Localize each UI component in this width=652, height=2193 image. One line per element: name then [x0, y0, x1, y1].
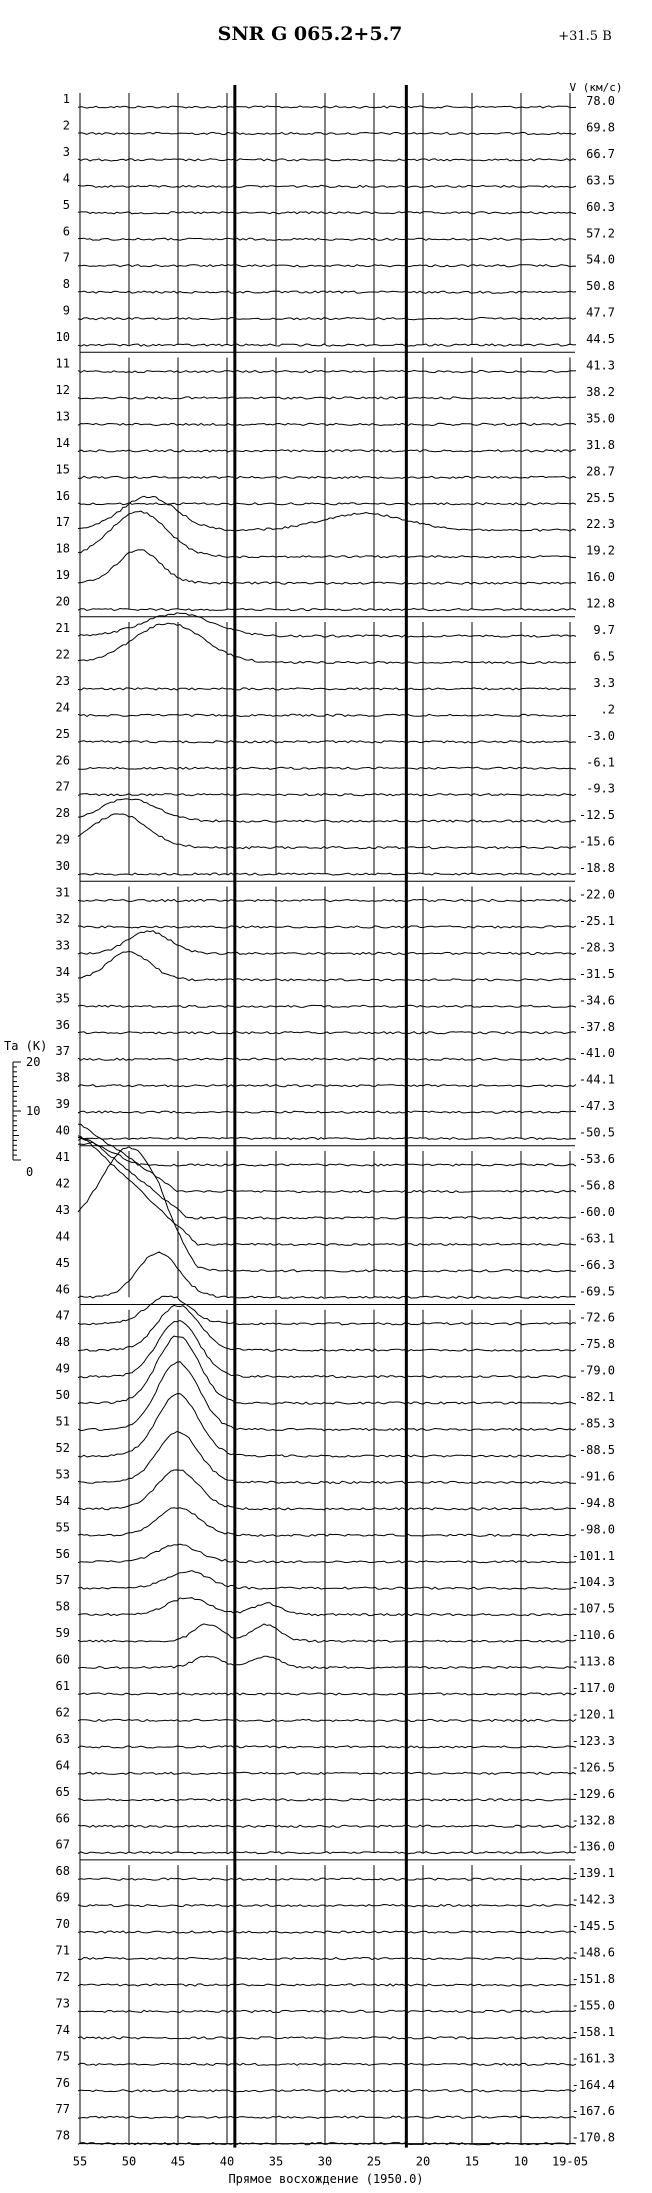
velocity-label: 54.0 [586, 252, 615, 267]
velocity-label: -72.6 [578, 1310, 615, 1325]
channel-label: 2 [62, 118, 70, 133]
velocity-label: 41.3 [586, 358, 615, 373]
channel-label: 47 [55, 1308, 70, 1323]
velocity-label: 78.0 [586, 94, 615, 108]
velocity-label: -120.1 [571, 1707, 615, 1722]
channel-label: 1 [62, 92, 70, 106]
channel-label: 46 [55, 1282, 70, 1297]
channel-label: 37 [55, 1044, 70, 1059]
channel-label: 41 [55, 1150, 70, 1164]
spectra-traces [78, 106, 576, 2145]
channel-label: 18 [55, 541, 70, 556]
channel-label: 71 [55, 1943, 70, 1958]
velocity-label: -18.8 [578, 861, 615, 876]
channel-label: 61 [55, 1679, 70, 1693]
channel-label: 30 [55, 859, 70, 874]
velocity-axis-label: V (км/с) [569, 81, 623, 94]
velocity-label: -129.6 [571, 1786, 615, 1801]
channel-label: 50 [55, 1388, 70, 1403]
channel-label: 76 [55, 2075, 70, 2090]
velocity-label: 19.2 [586, 543, 615, 558]
spectrum-trace [78, 714, 576, 716]
spectrum-trace [78, 609, 576, 611]
spectrum-trace [78, 476, 576, 478]
channel-label: 16 [55, 488, 70, 503]
velocity-label: 38.2 [586, 384, 615, 399]
velocity-label: .2 [600, 702, 615, 717]
spectrum-trace [78, 741, 576, 743]
velocity-label: -28.3 [578, 940, 615, 955]
velocity-label: 9.7 [593, 623, 615, 637]
channel-label: 14 [55, 435, 70, 450]
x-tick-label: 19-05 [551, 2154, 589, 2169]
channel-label: 53 [55, 1467, 70, 1482]
velocity-label: 60.3 [586, 199, 615, 214]
channel-label: 74 [55, 2022, 70, 2037]
channel-label: 11 [55, 356, 70, 371]
velocity-label: -136.0 [571, 1839, 615, 1854]
velocity-label: 28.7 [586, 464, 615, 479]
spectrum-trace [78, 931, 576, 955]
spectrum-trace [78, 1799, 576, 1801]
velocity-label: 69.8 [586, 120, 615, 135]
velocity-label: -151.8 [571, 1971, 615, 1986]
spectrum-trace [78, 1032, 576, 1034]
channel-label: 38 [55, 1070, 70, 1085]
channel-label: 24 [55, 700, 70, 715]
channel-label: 66 [55, 1811, 70, 1826]
velocity-label: -9.3 [586, 781, 615, 796]
spectrum-trace [78, 450, 576, 452]
channel-label: 65 [55, 1784, 70, 1799]
spectrum-trace [78, 926, 576, 928]
velocity-label: -161.3 [571, 2051, 615, 2066]
channel-label: 75 [55, 2049, 70, 2064]
x-tick-label: 15 [464, 2154, 480, 2169]
velocity-label: -164.4 [571, 2077, 615, 2092]
channel-label: 19 [55, 568, 70, 583]
x-tick-label: 40 [219, 2154, 235, 2169]
spectrum-trace [78, 899, 576, 901]
marker-lines [235, 85, 407, 2148]
velocity-label: -101.1 [571, 1548, 615, 1563]
velocity-label: -37.8 [578, 1019, 615, 1034]
spectrum-trace [78, 1746, 576, 1748]
spectrum-trace [78, 423, 576, 425]
x-axis-label: Прямое восхождение (1950.0) [228, 2172, 424, 2186]
spectrum-trace [78, 212, 576, 214]
spectrum-trace [78, 397, 576, 399]
channel-label: 9 [62, 303, 70, 318]
channel-label: 12 [55, 382, 70, 397]
velocity-label: 66.7 [586, 146, 615, 161]
scale-tick-label: 20 [26, 1055, 41, 1069]
spectrum-trace [78, 767, 576, 769]
scale-tick-label: 0 [26, 1165, 34, 1179]
channel-label: 20 [55, 594, 70, 609]
spectrum-trace [78, 1571, 576, 1590]
velocity-label: -60.0 [578, 1204, 615, 1219]
spectrum-trace [78, 1111, 576, 1113]
velocity-label: 16.0 [586, 570, 615, 585]
x-tick-label: 30 [317, 2154, 333, 2169]
spectrum-trace [78, 1693, 576, 1695]
velocity-label: -66.3 [578, 1257, 615, 1272]
channel-label: 59 [55, 1626, 70, 1641]
channel-label: 39 [55, 1097, 70, 1112]
velocity-label: -107.5 [571, 1601, 615, 1616]
velocity-label: -170.8 [571, 2130, 615, 2145]
spectrum-trace [78, 1905, 576, 1907]
velocity-label: 25.5 [586, 490, 615, 505]
velocity-label: -53.6 [578, 1152, 615, 1166]
channel-label: 73 [55, 1996, 70, 2011]
velocity-label: -167.6 [571, 2104, 615, 2119]
spectrum-trace [78, 1305, 576, 1351]
spectrum-trace [78, 370, 576, 372]
spectrum-trace [78, 318, 576, 320]
velocity-label: -104.3 [571, 1575, 615, 1590]
spectrum-trace [78, 1825, 576, 1827]
velocity-label: -155.0 [571, 1998, 615, 2013]
channel-label: 49 [55, 1361, 70, 1376]
spectrum-trace [78, 2143, 576, 2145]
channel-label: 22 [55, 647, 70, 662]
spectrum-trace [78, 265, 576, 267]
velocity-label: 31.8 [586, 437, 615, 452]
velocity-label: 35.0 [586, 411, 615, 426]
spectrum-trace [78, 1656, 576, 1669]
velocity-label: 12.8 [586, 596, 615, 611]
spectrum-trace [78, 1470, 576, 1510]
spectrum-trace [78, 952, 576, 981]
velocity-label: -85.3 [578, 1416, 615, 1431]
spectrum-trace [78, 2010, 576, 2012]
spectrum-trace [78, 799, 576, 823]
spectrum-trace [78, 291, 576, 293]
spectrum-trace [78, 1432, 576, 1484]
x-tick-label: 55 [72, 2154, 88, 2169]
velocity-label: -47.3 [578, 1099, 615, 1114]
velocity-label: -75.8 [578, 1337, 615, 1352]
channel-label: 8 [62, 277, 70, 292]
channel-label: 13 [55, 409, 70, 424]
channel-label: 64 [55, 1758, 70, 1773]
spectrum-trace [78, 1508, 576, 1537]
x-tick-labels [73, 2155, 588, 2169]
channel-label: 26 [55, 753, 70, 768]
velocity-label: -63.1 [578, 1231, 615, 1246]
velocity-label: -126.5 [571, 1760, 615, 1775]
spectrum-trace [78, 1252, 576, 1298]
x-tick-label: 20 [415, 2154, 431, 2169]
spectrum-trace [78, 185, 576, 187]
velocity-label: -50.5 [578, 1125, 615, 1140]
velocity-label: -44.1 [578, 1072, 615, 1087]
spectrum-trace [78, 623, 576, 663]
velocity-label: 47.7 [586, 305, 615, 320]
channel-label: 15 [55, 462, 70, 477]
spectrum-trace [78, 1005, 576, 1007]
velocity-label: -148.6 [571, 1945, 615, 1960]
channel-label: 77 [55, 2102, 70, 2117]
velocity-label: -132.8 [571, 1813, 615, 1828]
velocity-label: -145.5 [571, 1919, 615, 1934]
x-tick-label: 45 [170, 2154, 186, 2169]
velocity-label: -15.6 [578, 834, 615, 849]
velocity-label: -6.1 [586, 755, 615, 770]
velocity-label: -31.5 [578, 966, 615, 981]
spectrum-trace [78, 2090, 576, 2092]
velocity-label: -142.3 [571, 1892, 615, 1907]
velocity-label: -158.1 [571, 2024, 615, 2039]
spectrum-trace [78, 511, 576, 558]
velocity-label: -88.5 [578, 1442, 615, 1457]
channel-label: 55 [55, 1520, 70, 1535]
velocity-label: 50.8 [586, 279, 615, 294]
spectrum-trace [78, 132, 576, 134]
channel-label: 29 [55, 832, 70, 847]
velocity-label: -94.8 [578, 1495, 615, 1510]
x-tick-label: 50 [121, 2154, 137, 2169]
channel-label: 40 [55, 1123, 70, 1138]
channel-label: 7 [62, 250, 70, 265]
velocity-label: -79.0 [578, 1363, 615, 1378]
velocity-label: -123.3 [571, 1733, 615, 1748]
x-tick-label: 10 [513, 2154, 529, 2169]
spectrum-trace [78, 1124, 576, 1192]
channel-label: 70 [55, 1917, 70, 1932]
velocity-label: -34.6 [578, 993, 615, 1008]
channel-label: 67 [55, 1837, 70, 1852]
channel-label: 34 [55, 964, 70, 979]
channel-label: 21 [55, 621, 70, 635]
channel-label: 68 [55, 1864, 70, 1879]
velocity-label: -113.8 [571, 1654, 615, 1669]
channel-label: 33 [55, 938, 70, 953]
scale-tick-label: 10 [26, 1104, 41, 1118]
channel-label: 25 [55, 726, 70, 741]
spectrum-trace [78, 1136, 576, 1166]
velocity-label: -56.8 [578, 1178, 615, 1193]
spectrum-trace [78, 1085, 576, 1087]
channel-label: 62 [55, 1705, 70, 1720]
channel-label: 32 [55, 911, 70, 926]
scale-bar-ticks [13, 1055, 40, 1179]
spectrum-trace [78, 238, 576, 240]
velocity-label: -110.6 [571, 1628, 615, 1643]
channel-label: 56 [55, 1546, 70, 1561]
spectrum-trace [78, 814, 576, 849]
channel-label: 43 [55, 1202, 70, 1217]
spectrum-trace [78, 1139, 576, 1220]
spectrum-trace [78, 2116, 576, 2118]
spectrum-trace [78, 1984, 576, 1986]
scale-bar-label: Ta (K) [4, 1039, 48, 1053]
velocity-label: 3.3 [593, 675, 615, 690]
velocity-label: 63.5 [586, 173, 615, 188]
spectrum-trace [78, 1138, 576, 1140]
velocity-label: -139.1 [571, 1866, 615, 1881]
spectrum-trace [78, 496, 576, 531]
channel-label: 17 [55, 515, 70, 530]
channel-labels [56, 92, 70, 2143]
channel-label: 52 [55, 1440, 70, 1455]
spectrum-trace [78, 2063, 576, 2065]
spectrum-trace [78, 1336, 576, 1404]
channel-label: 72 [55, 1969, 70, 1984]
spectrum-trace [78, 1931, 576, 1933]
spectrum-trace [78, 2037, 576, 2039]
velocity-label: -25.1 [578, 913, 615, 928]
x-tick-label: 25 [366, 2154, 382, 2169]
channel-label: 35 [55, 991, 70, 1006]
spectrum-trace [78, 1772, 576, 1774]
velocity-label: -91.6 [578, 1469, 615, 1484]
channel-label: 63 [55, 1731, 70, 1746]
velocity-label: -12.5 [578, 808, 615, 823]
spectrum-trace [78, 1143, 576, 1245]
channel-label: 31 [55, 885, 70, 900]
channel-label: 58 [55, 1599, 70, 1614]
channel-label: 45 [55, 1255, 70, 1270]
velocity-label: 44.5 [586, 332, 615, 347]
channel-label: 28 [55, 806, 70, 821]
channel-label: 44 [55, 1229, 70, 1244]
velocity-label: -22.0 [578, 887, 615, 902]
spectrum-trace [78, 794, 576, 796]
channel-label: 78 [55, 2128, 70, 2143]
channel-label: 6 [62, 224, 70, 239]
spectrum-trace [78, 1296, 576, 1325]
channel-label: 60 [55, 1652, 70, 1667]
channel-label: 4 [62, 171, 70, 186]
grid-lines [80, 93, 575, 2144]
x-tick-label: 35 [268, 2154, 284, 2169]
velocity-label: -69.5 [578, 1284, 615, 1299]
spectrum-trace [78, 550, 576, 585]
channel-label: 3 [62, 144, 70, 159]
spectrum-trace [78, 344, 576, 346]
spectrum-trace [78, 1878, 576, 1880]
channel-label: 5 [62, 197, 70, 212]
spectrum-trace [78, 106, 576, 108]
channel-label: 57 [55, 1573, 70, 1588]
velocity-label: 57.2 [586, 226, 615, 241]
channel-label: 10 [55, 330, 70, 345]
spectrum-trace [78, 1957, 576, 1959]
spectrum-trace [78, 1852, 576, 1854]
temperature-scale-bar [4, 1039, 47, 1179]
spectrum-trace [78, 1058, 576, 1060]
velocity-label: -3.0 [586, 728, 615, 743]
spectrum-trace [78, 1719, 576, 1721]
chart-title: SNR G 065.2+5.7 [217, 23, 403, 45]
spectrum-trace [78, 1598, 576, 1616]
channel-label: 42 [55, 1176, 70, 1191]
channel-label: 54 [55, 1493, 70, 1508]
velocity-label: -117.0 [571, 1681, 615, 1695]
spectrum-trace [78, 688, 576, 690]
velocity-label: 6.5 [593, 649, 615, 664]
channel-label: 48 [55, 1335, 70, 1350]
channel-label: 51 [55, 1414, 70, 1429]
spectrum-trace [78, 1544, 576, 1563]
channel-label: 69 [55, 1890, 70, 1905]
spectrum-trace [78, 159, 576, 161]
spectrum-trace [78, 873, 576, 875]
velocity-label: 22.3 [586, 517, 615, 532]
velocity-label: -98.0 [578, 1522, 615, 1537]
declination-label: +31.5 B [558, 29, 612, 44]
spectrum-trace [78, 503, 576, 505]
velocity-label: -82.1 [578, 1390, 615, 1405]
channel-label: 27 [55, 779, 70, 794]
channel-label: 36 [55, 1017, 70, 1032]
velocity-label: -41.0 [578, 1046, 615, 1061]
channel-label: 23 [55, 673, 70, 688]
spectrum-trace [78, 1624, 576, 1642]
velocity-labels [572, 94, 615, 2145]
